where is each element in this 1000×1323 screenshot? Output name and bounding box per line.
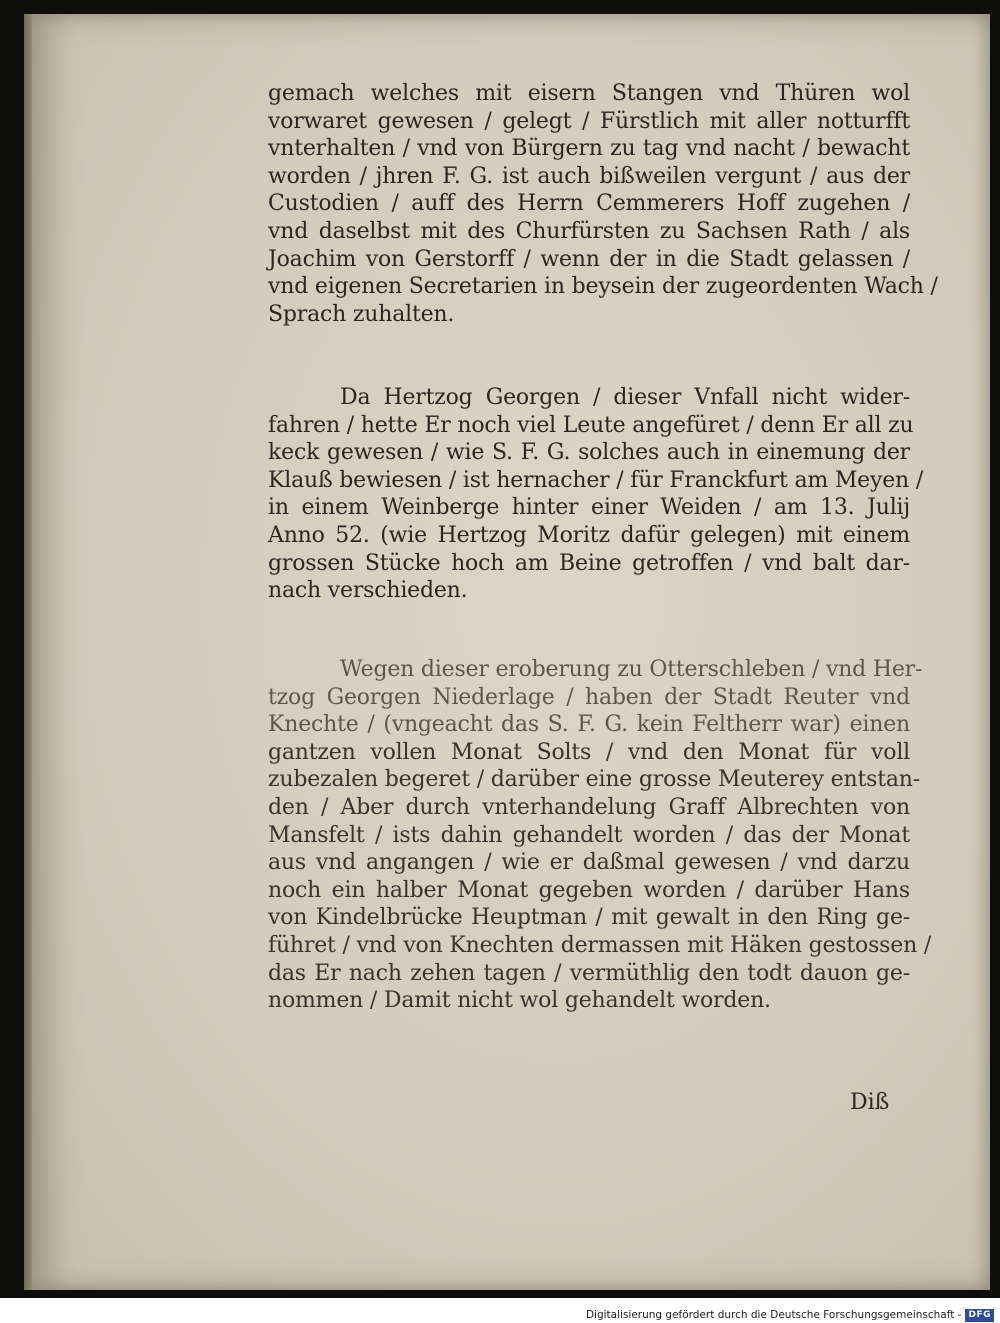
text-line: noch ein halber Monat gegeben worden / darüber Hans xyxy=(268,877,910,903)
text-line: das Er nach zehen tagen / vermüthlig den todt dauon ge- xyxy=(268,960,910,986)
text-line: gantzen vollen Monat Solts / vnd den Monat für voll xyxy=(268,739,910,765)
text-line: vnterhalten / vnd von Bürgern zu tag vnd nacht / bewacht xyxy=(268,136,910,162)
paragraph-1 xyxy=(268,80,938,328)
text-line: grossen Stücke hoch am Beine getroffen / vnd balt dar- xyxy=(268,550,910,576)
dfg-logo-icon[interactable]: DFG xyxy=(965,1309,994,1322)
text-line: Da Hertzog Georgen / dieser Vnfall nicht wider- xyxy=(340,385,910,410)
text-line: vnd eigenen Secretarien in beysein der zugeordenten Wach / xyxy=(268,274,938,300)
text-line: Joachim von Gerstorff / wenn der in die Stadt gelassen / xyxy=(268,246,910,272)
text-line: worden / jhren F. G. ist auch bißweilen vergunt / aus der xyxy=(268,163,910,189)
text-line: zubezalen begeret / darüber eine grosse Meuterey entstan- xyxy=(268,767,920,793)
paragraph-3 xyxy=(268,656,932,1015)
text-line: fahren / hette Er noch viel Leute angefüret / denn Er all zu xyxy=(268,412,914,438)
text-line: von Kindelbrücke Heuptman / mit gewalt in den Ring ge- xyxy=(268,905,910,931)
catchword: Diß xyxy=(850,1090,890,1115)
text-line: gemach welches mit eisern Stangen vnd Thüren wol xyxy=(268,81,910,106)
text-line: den / Aber durch vnterhandelung Graff Albrechten von xyxy=(268,794,910,820)
text-line: keck gewesen / wie S. F. G. solches auch in einemung der xyxy=(268,440,910,466)
text-line: vorwaret gewesen / gelegt / Fürstlich mit aller notturfft xyxy=(268,108,910,134)
digitization-credit xyxy=(586,1308,994,1322)
text-line: aus vnd angangen / wie er daßmal gewesen / vnd darzu xyxy=(268,850,910,876)
text-line: in einem Weinberge hinter einer Weiden / am 13. Julij xyxy=(268,495,910,521)
text-line: Knechte / (vngeacht das S. F. G. kein Feltherr war) einen xyxy=(268,712,910,738)
text-line: Sprach zuhalten. xyxy=(268,301,455,327)
credit-text: Digitalisierung gefördert durch die Deutsche Forschungsgemeinschaft - xyxy=(585,1309,962,1321)
text-line: Anno 52. (wie Hertzog Moritz dafür gelegen) mit einem xyxy=(268,522,910,548)
text-line: nach verschieden. xyxy=(268,578,468,604)
text-line: führet / vnd von Knechten dermassen mit Häken gestossen / xyxy=(268,932,932,958)
text-line: tzog Georgen Niederlage / haben der Stadt Reuter vnd xyxy=(268,684,910,710)
text-line: Custodien / auff des Herrn Cemmerers Hoff zugehen / xyxy=(268,191,910,217)
text-line: Mansfelt / ists dahin gehandelt worden / das der Monat xyxy=(268,822,910,848)
text-line: nommen / Damit nicht wol gehandelt worden. xyxy=(268,988,771,1014)
text-line: Klauß bewiesen / ist hernacher / für Franckfurt am Meyen / xyxy=(268,467,924,493)
text-line: Wegen dieser eroberung zu Otterschleben / vnd Her- xyxy=(340,657,923,682)
text-line: vnd daselbst mit des Churfürsten zu Sachsen Rath / als xyxy=(268,218,910,244)
paragraph-2 xyxy=(268,384,924,605)
